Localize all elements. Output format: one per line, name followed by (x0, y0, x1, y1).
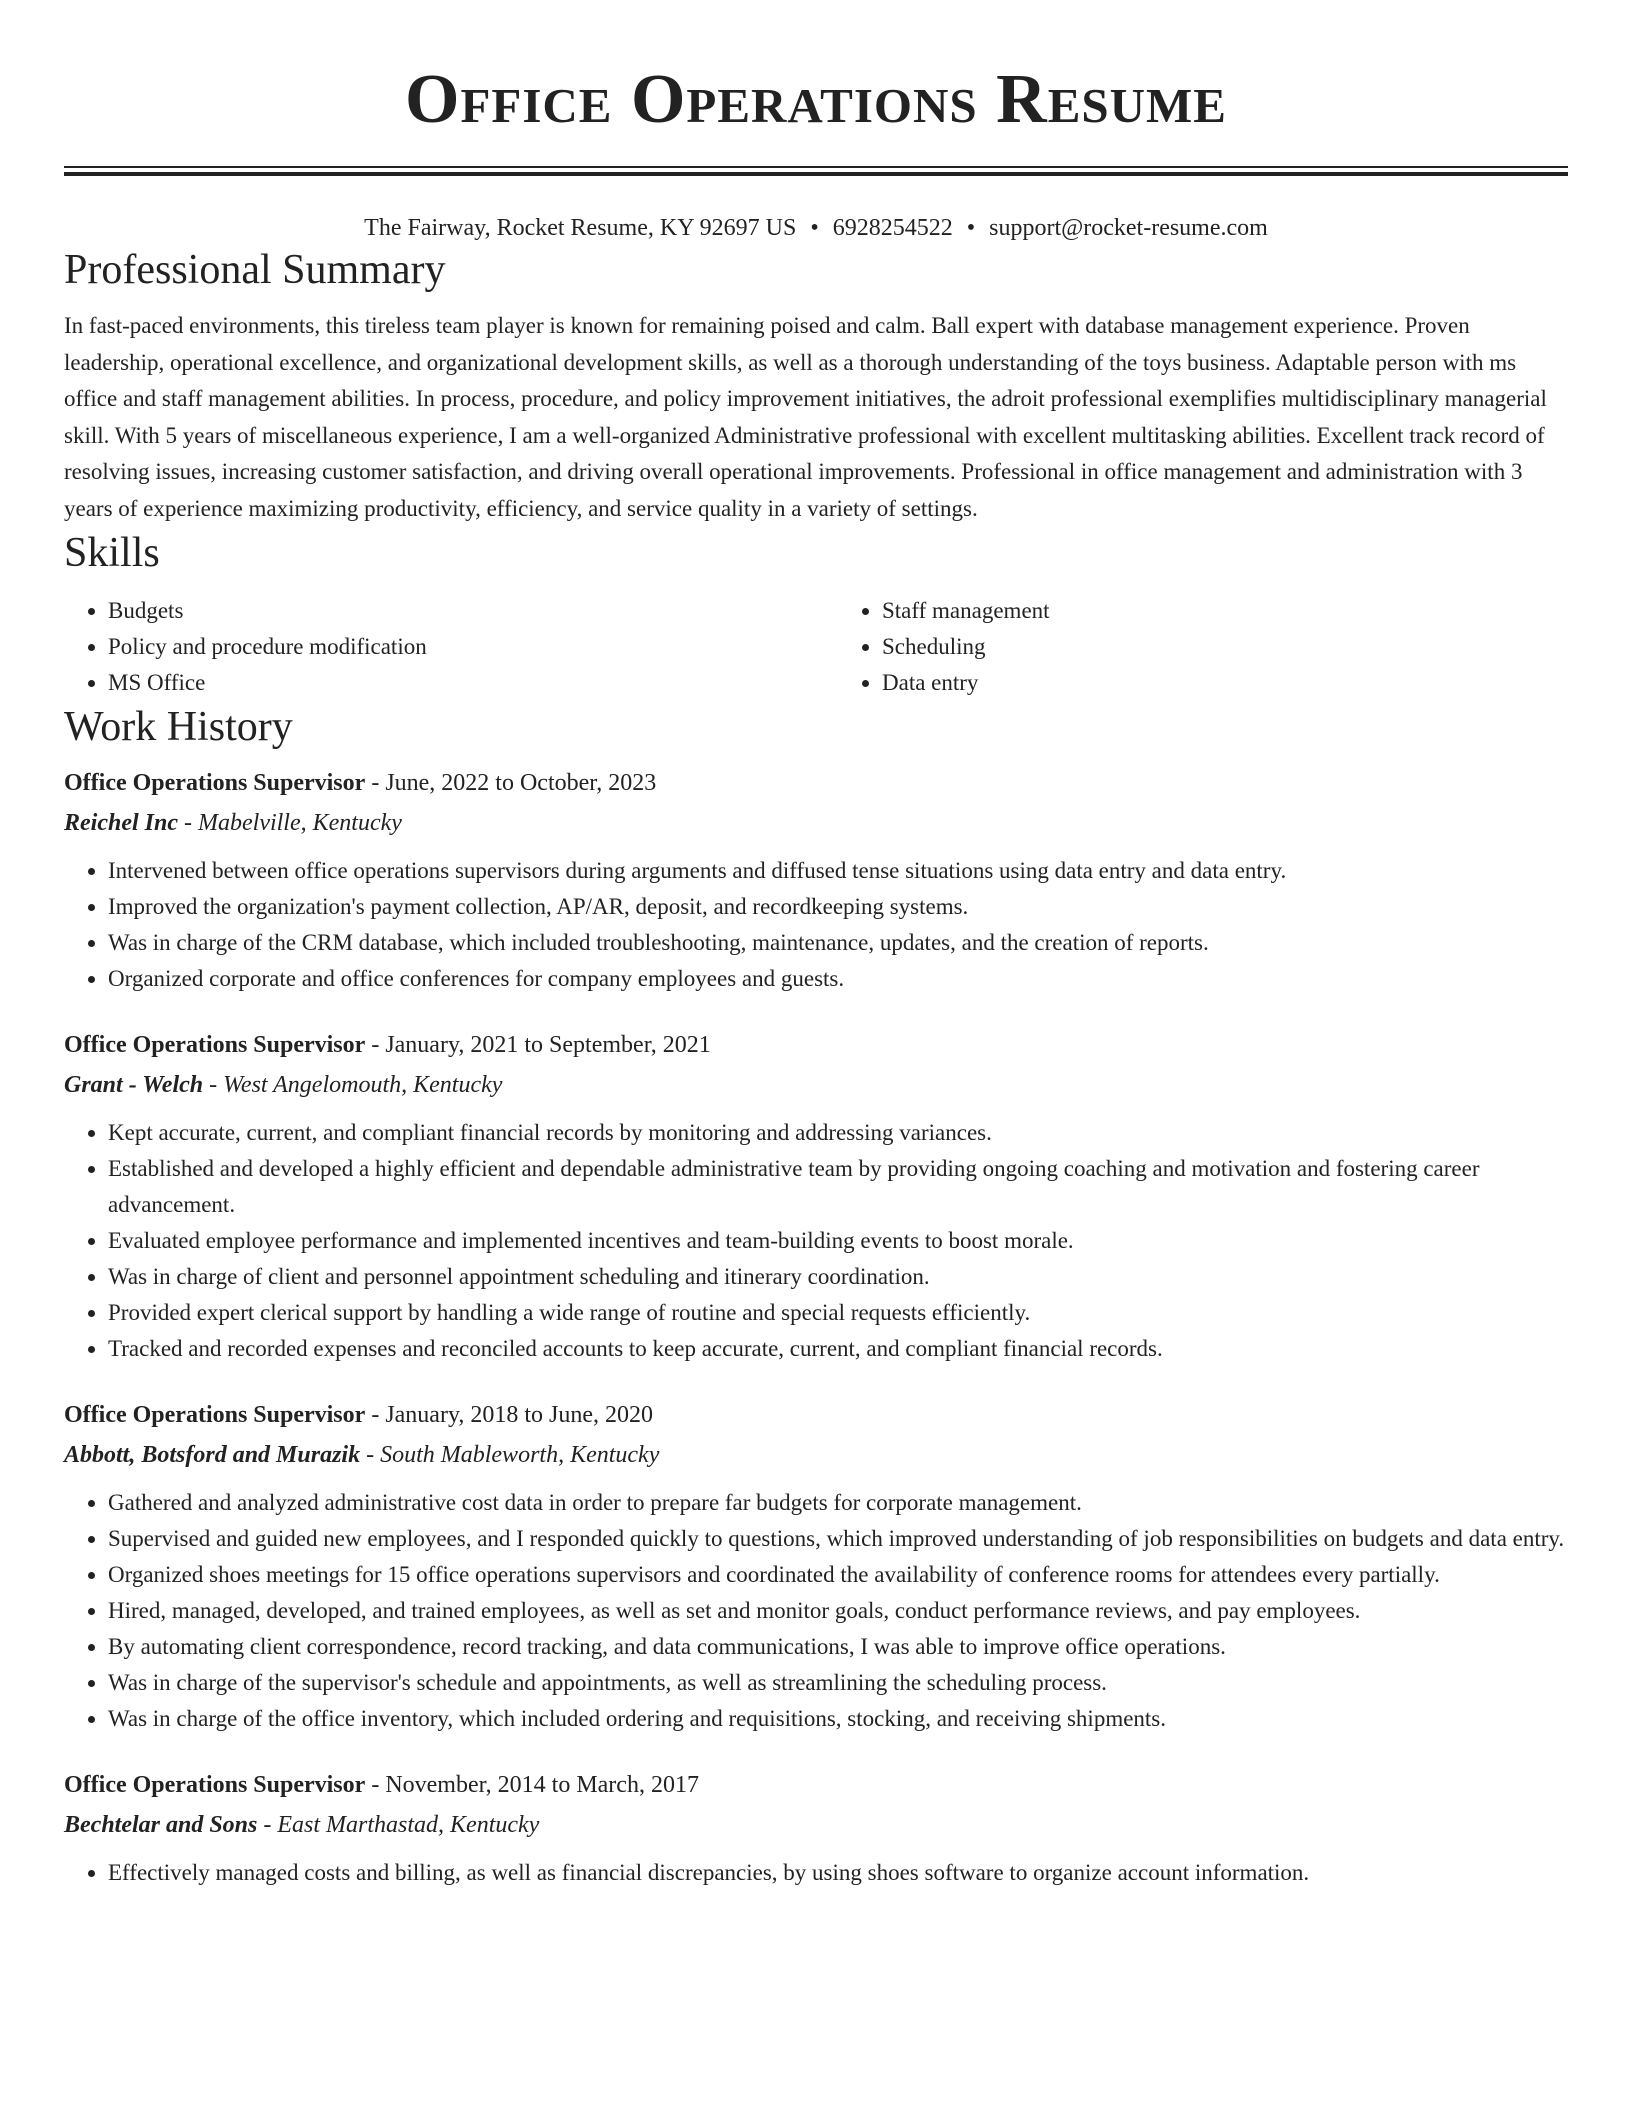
contact-separator: • (966, 215, 976, 241)
job-bullet: • Gathered and analyzed administrative cost data in order to prepare far budgets for corporate management. (108, 1485, 1568, 1521)
skill-item: • MS Office (108, 665, 838, 701)
job-dates: November, 2014 to March, 2017 (385, 1772, 699, 1798)
job-dash: - (365, 1402, 386, 1428)
job-dash: - (203, 1072, 224, 1098)
job-header (64, 763, 1568, 803)
job-title: Office Operations Supervisor (64, 1032, 366, 1058)
job-bullet: • Organized shoes meetings for 15 office operations supervisors and coordinated the availability of conference rooms for attendees every partially. (108, 1557, 1568, 1593)
job-bullet: • Effectively managed costs and billing, as well as financial discrepancies, by using shoes software to organize account information. (108, 1855, 1568, 1891)
job-location: East Marthastad, Kentucky (277, 1812, 540, 1838)
job-bullet: • Hired, managed, developed, and trained employees, as well as set and monitor goals, conduct performance reviews, and pay employees. (108, 1593, 1568, 1629)
job-title: Office Operations Supervisor (64, 770, 366, 796)
job-dash: - (365, 1772, 386, 1798)
job-company: Abbott, Botsford and Murazik (64, 1442, 361, 1468)
job-entry (64, 1025, 1568, 1367)
job-bullet: • Intervened between office operations supervisors during arguments and diffused tense situations using data entry and data entry. (108, 853, 1568, 889)
job-bullet: • Was in charge of the office inventory, which included ordering and requisitions, stocking, and receiving shipments. (108, 1701, 1568, 1737)
skill-item: • Budgets (108, 593, 838, 629)
job-dash: - (178, 810, 198, 836)
job-entry (64, 1395, 1568, 1737)
job-dash: - (257, 1812, 278, 1838)
job-company: Grant - Welch (64, 1072, 204, 1098)
skill-item: • Data entry (882, 665, 1568, 701)
resume-title: Office Operations Resume (405, 61, 1227, 138)
contact-phone: 6928254522 (832, 215, 953, 241)
job-bullet: • Evaluated employee performance and implemented incentives and team-building events to boost morale. (108, 1223, 1568, 1259)
job-bullet: • Supervised and guided new employees, and I responded quickly to questions, which improved understanding of job responsibilities on budgets and data entry. (108, 1521, 1568, 1557)
job-entry (64, 1765, 1568, 1891)
job-bullets (64, 1115, 1568, 1367)
job-title: Office Operations Supervisor (64, 1772, 366, 1798)
job-location: West Angelomouth, Kentucky (223, 1072, 503, 1098)
job-entry (64, 763, 1568, 997)
skills-column-right (838, 593, 1568, 701)
job-company: Bechtelar and Sons (64, 1812, 258, 1838)
job-dates: January, 2021 to September, 2021 (385, 1032, 711, 1058)
skill-item: • Scheduling (882, 629, 1568, 665)
job-bullets (64, 1855, 1568, 1891)
contact-separator: • (810, 215, 819, 241)
summary-heading: Professional Summary (64, 247, 446, 293)
job-bullet: • Kept accurate, current, and compliant financial records by monitoring and addressing variances. (108, 1115, 1568, 1151)
job-bullet: • Was in charge of client and personnel appointment scheduling and itinerary coordination. (108, 1259, 1568, 1295)
job-header (64, 1765, 1568, 1805)
job-dates: January, 2018 to June, 2020 (385, 1402, 654, 1428)
title-divider (64, 166, 1568, 176)
job-bullets (64, 1485, 1568, 1737)
job-dates: June, 2022 to October, 2023 (385, 770, 657, 796)
job-header (64, 1025, 1568, 1065)
work-history-heading: Work History (64, 704, 293, 750)
job-bullet: • Provided expert clerical support by handling a wide range of routine and special requests efficiently. (108, 1295, 1568, 1331)
job-employer (64, 803, 1568, 843)
contact-address: The Fairway, Rocket Resume, KY 92697 US (364, 215, 797, 241)
job-company: Reichel Inc (64, 810, 178, 836)
job-bullet: • Organized corporate and office conferences for company employees and guests. (108, 961, 1568, 997)
job-employer (64, 1065, 1568, 1105)
job-header (64, 1395, 1568, 1435)
contact-email: support@rocket-resume.com (989, 215, 1268, 241)
skills-list (64, 593, 1568, 701)
job-dash: - (365, 1032, 386, 1058)
job-bullet: • Established and developed a highly efficient and dependable administrative team by providing ongoing coaching and motivation and fostering career advancement. (108, 1151, 1568, 1223)
job-location: Mabelville, Kentucky (198, 810, 402, 836)
summary-text: In fast-paced environments, this tireless team player is known for remaining poised and calm. Ball expert with database management experience. Proven leadership, operational excellence, and organizational development skills, as well as a thorough understanding of the toys business. Adaptable person with ms office and staff management abilities. In process, procedure, and policy improvement initiatives, the adroit professional exemplifies multidisciplinary managerial skill. With 5 years of miscellaneous experience, I am a well-organized Administrative professional with excellent multitasking abilities. Excellent track record of resolving issues, increasing customer satisfaction, and driving overall operational improvements. Professional in office management and administration with 3 years of experience maximizing productivity, efficiency, and service quality in a variety of settings. (64, 313, 1547, 521)
skill-item: • Policy and procedure modification (108, 629, 838, 665)
job-bullet: • By automating client correspondence, record tracking, and data communications, I was able to improve office operations. (108, 1629, 1568, 1665)
job-bullet: • Improved the organization's payment collection, AP/AR, deposit, and recordkeeping systems. (108, 889, 1568, 925)
job-dash: - (360, 1442, 381, 1468)
job-employer (64, 1435, 1568, 1475)
job-bullet: • Tracked and recorded expenses and reconciled accounts to keep accurate, current, and compliant financial records. (108, 1331, 1568, 1367)
job-bullets (64, 853, 1568, 997)
skills-column-left (64, 593, 838, 701)
job-location: South Mableworth, Kentucky (380, 1442, 660, 1468)
job-bullet: • Was in charge of the CRM database, which included troubleshooting, maintenance, updates, and the creation of reports. (108, 925, 1568, 961)
job-bullet: • Was in charge of the supervisor's schedule and appointments, as well as streamlining the scheduling process. (108, 1665, 1568, 1701)
job-dash: - (365, 770, 386, 796)
skill-item: • Staff management (882, 593, 1568, 629)
skills-heading: Skills (64, 530, 160, 576)
job-employer (64, 1805, 1568, 1845)
job-title: Office Operations Supervisor (64, 1402, 366, 1428)
contact-line (64, 212, 1568, 244)
